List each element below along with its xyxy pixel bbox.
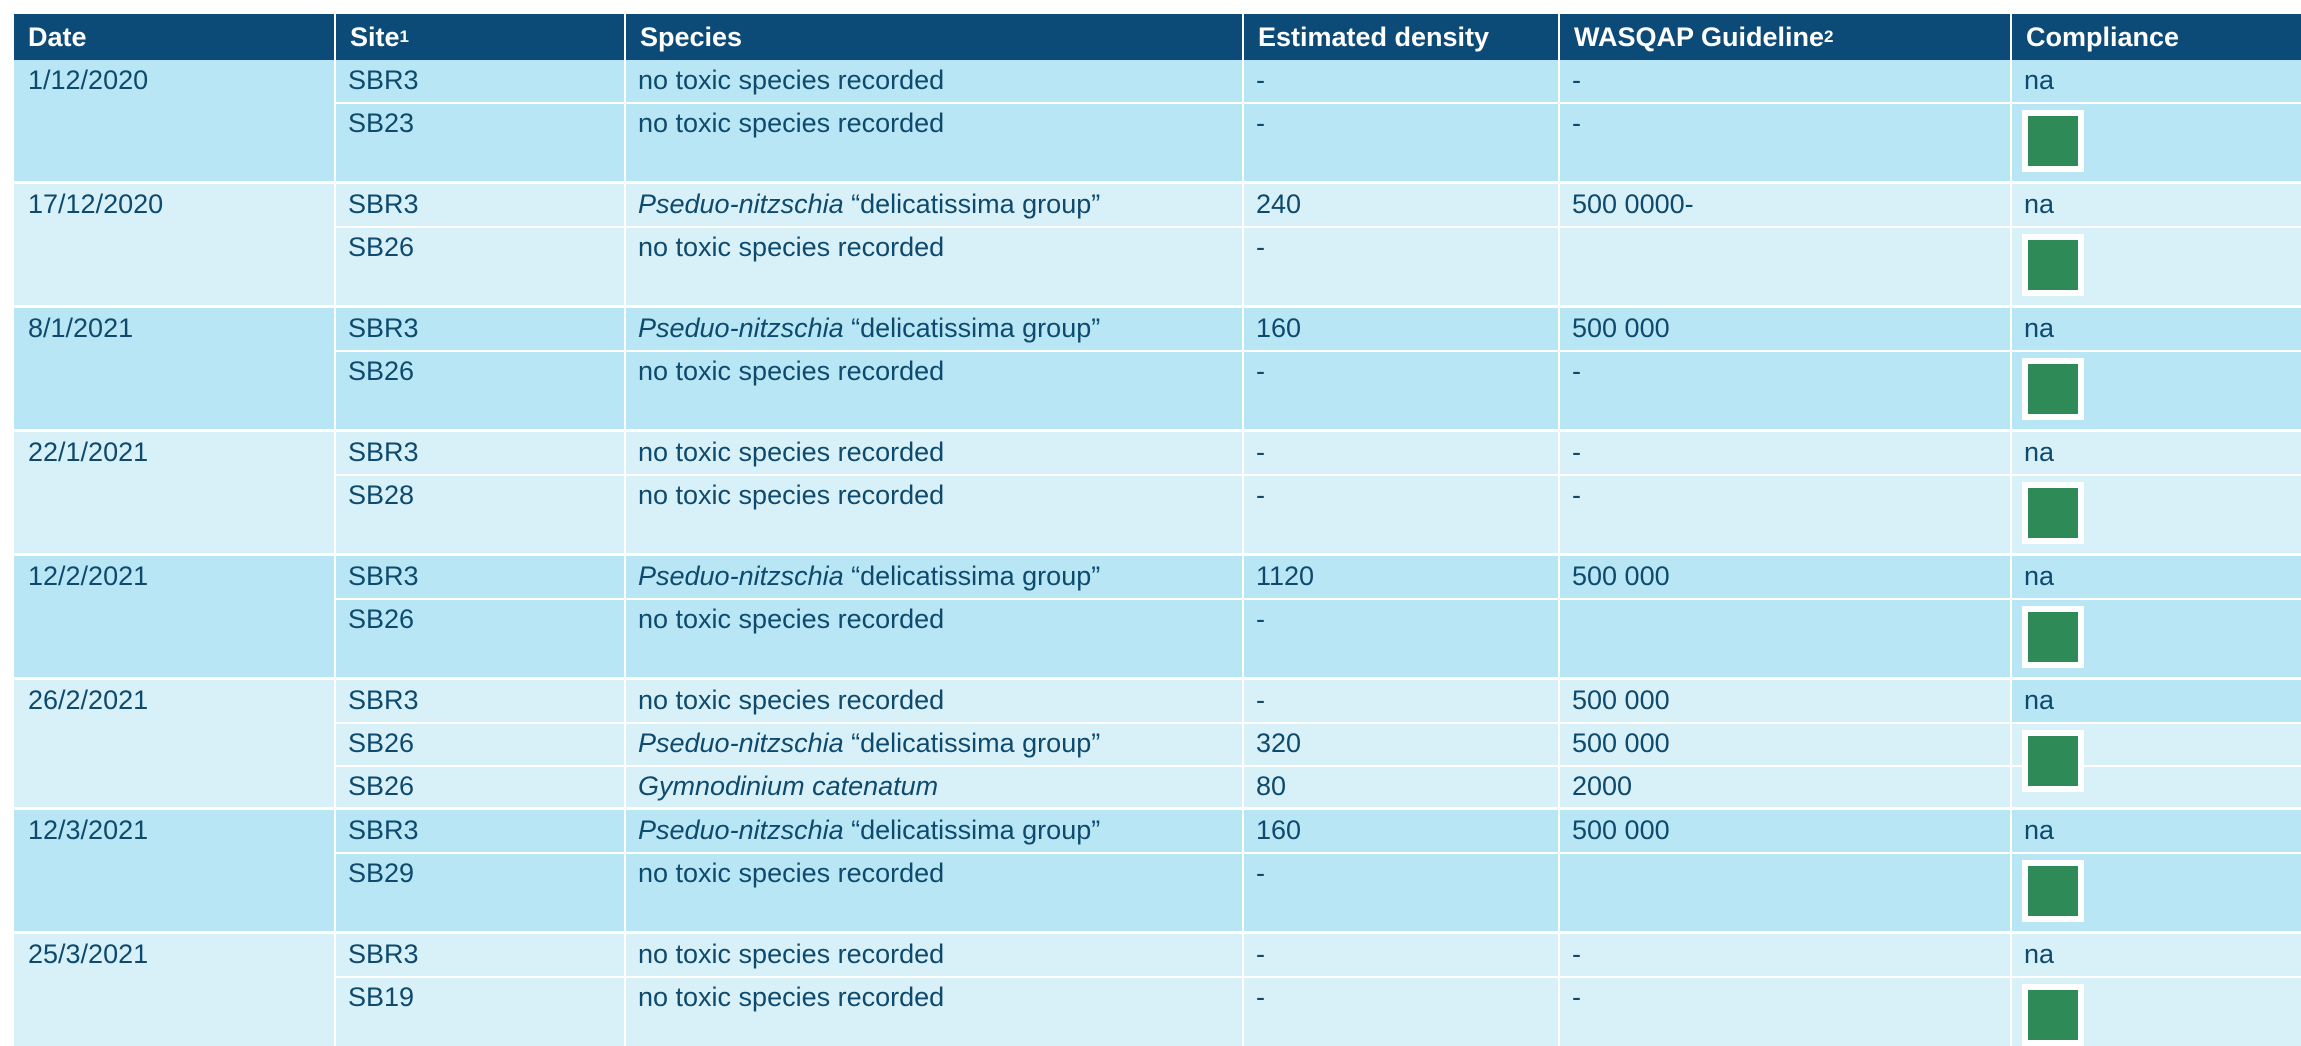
density-cell: - [1256,480,1265,510]
column-divider [624,810,626,931]
species-italic-name: Pseduo-nitzschia [638,561,844,591]
row-divider [334,976,2301,978]
column-divider [1558,184,1560,305]
compliant-square-fill [2028,116,2078,166]
guideline-cell: 500 000 [1572,561,1670,591]
column-divider [1242,934,1244,1046]
row-divider [334,852,2301,854]
column-divider [1242,680,1244,807]
density-cell: 160 [1256,815,1302,845]
guideline-cell: 500 000 [1572,313,1670,343]
header-date [14,14,334,60]
column-divider [624,184,626,305]
guideline-cell: - [1572,108,1581,138]
compliant-square-icon [2022,234,2084,296]
guideline-cell: - [1572,982,1581,1012]
site-cell: SB23 [348,108,415,138]
density-cell: - [1256,858,1265,888]
compliant-square-icon [2022,606,2084,668]
column-divider [1242,184,1244,305]
column-divider [2010,680,2012,807]
column-divider [334,556,336,677]
species-cell [638,432,944,472]
species-text: “delicatissima group” [843,313,1101,343]
column-divider [624,934,626,1046]
species-cell [638,934,944,974]
species-italic-name: Gymnodinium catenatum [638,771,939,801]
column-divider [334,184,336,305]
column-divider [1558,810,1560,931]
species-cell [638,184,1100,224]
density-cell: - [1256,939,1265,969]
site-cell: SB26 [348,232,415,262]
column-divider [624,556,626,677]
species-text: no toxic species recorded [638,939,945,969]
row-divider [334,474,2301,476]
species-text: no toxic species recorded [638,232,945,262]
density-cell: - [1256,437,1265,467]
phytoplankton-table [14,14,2301,1046]
compliant-square-icon [2022,730,2084,792]
date-cell: 12/2/2021 [28,561,149,591]
column-divider [1558,60,1560,181]
column-divider [2010,810,2012,931]
density-cell: - [1256,982,1265,1012]
column-divider [1242,556,1244,677]
density-cell: - [1256,65,1265,95]
header-species [624,14,1242,60]
header-density [1242,14,1558,60]
species-cell [638,766,938,806]
density-cell: 160 [1256,313,1302,343]
column-divider [624,60,626,181]
site-cell: SBR3 [348,189,419,219]
row-group [14,556,2301,680]
species-text: no toxic species recorded [638,356,945,386]
species-text: “delicatissima group” [843,189,1101,219]
row-group [14,308,2301,432]
guideline-cell: - [1572,480,1581,510]
site-cell: SB26 [348,728,415,758]
compliant-square-icon [2022,358,2084,420]
species-italic-name: Pseduo-nitzschia [638,728,844,758]
species-italic-name: Pseduo-nitzschia [638,189,844,219]
compliance-na: na [2024,815,2055,845]
column-divider [1558,934,1560,1046]
guideline-cell: - [1572,437,1581,467]
site-cell: SBR3 [348,65,419,95]
table-header [14,14,2301,60]
species-text: no toxic species recorded [638,604,945,634]
date-cell: 1/12/2020 [28,65,149,95]
header-site-footnote: 1 [399,27,409,46]
header-species-label: Species [640,22,743,52]
species-cell [638,556,1100,596]
column-divider [2010,432,2012,553]
column-divider [624,432,626,553]
column-divider [2010,60,2012,181]
species-cell [638,60,944,100]
column-divider [1558,432,1560,553]
compliant-square-icon [2022,984,2084,1046]
header-site-label: Site [350,22,400,52]
column-divider [1242,60,1244,181]
row-divider [334,226,2301,228]
column-divider [1558,680,1560,807]
column-divider [334,308,336,429]
density-cell: 80 [1256,771,1287,801]
species-cell [638,103,944,143]
site-cell: SB28 [348,480,415,510]
density-cell: - [1256,356,1265,386]
row-group [14,432,2301,556]
header-density-label: Estimated density [1258,22,1490,52]
row-group [14,934,2301,1046]
site-cell: SBR3 [348,685,419,715]
row-group [14,60,2301,184]
species-text: “delicatissima group” [843,728,1101,758]
compliance-na: na [2024,939,2055,969]
column-divider [334,934,336,1046]
compliant-square-fill [2028,612,2078,662]
header-compliance [2010,14,2301,60]
column-divider [624,680,626,807]
header-site [334,14,624,60]
compliance-na: na [2024,189,2055,219]
column-divider [1558,556,1560,677]
column-divider [624,308,626,429]
column-divider [2010,934,2012,1046]
site-cell: SB26 [348,356,415,386]
compliant-square-fill [2028,488,2078,538]
row-group [14,680,2301,810]
row-divider [334,102,2301,104]
date-cell: 25/3/2021 [28,939,149,969]
compliance-na: na [2024,685,2055,715]
row-group [14,184,2301,308]
species-cell [638,308,1100,348]
row-divider [334,598,2301,600]
guideline-cell: - [1572,939,1581,969]
guideline-cell: 500 000 [1572,728,1670,758]
species-text: no toxic species recorded [638,437,945,467]
guideline-cell: 2000 [1572,771,1633,801]
species-text: no toxic species recorded [638,108,945,138]
species-cell [638,977,944,1017]
date-cell: 12/3/2021 [28,815,149,845]
column-divider [2010,184,2012,305]
column-divider [334,810,336,931]
column-divider [334,432,336,553]
compliant-square-fill [2028,990,2078,1040]
column-divider [334,60,336,181]
species-cell [638,227,944,267]
density-cell: - [1256,685,1265,715]
row-divider [334,350,2301,352]
header-date-label: Date [28,22,87,52]
site-cell: SBR3 [348,561,419,591]
compliant-square-icon [2022,860,2084,922]
compliance-na: na [2024,561,2055,591]
species-cell [638,475,944,515]
header-guideline-label: WASQAP Guideline [1574,22,1825,52]
density-cell: - [1256,108,1265,138]
site-cell: SBR3 [348,437,419,467]
column-divider [1242,308,1244,429]
header-guideline-footnote: 2 [1824,27,1834,46]
species-cell [638,853,944,893]
column-divider [1558,308,1560,429]
compliance-na: na [2024,65,2055,95]
density-cell: - [1256,232,1265,262]
species-text: “delicatissima group” [843,815,1101,845]
date-cell: 26/2/2021 [28,685,149,715]
header-compliance-label: Compliance [2026,22,2180,52]
density-cell: 240 [1256,189,1302,219]
compliant-square-fill [2028,866,2078,916]
species-cell [638,599,944,639]
column-divider [2010,556,2012,677]
date-cell: 8/1/2021 [28,313,134,343]
site-cell: SBR3 [348,939,419,969]
site-cell: SB29 [348,858,415,888]
column-divider [334,680,336,807]
species-cell [638,723,1100,763]
site-cell: SBR3 [348,313,419,343]
compliant-square-icon [2022,482,2084,544]
site-cell: SBR3 [348,815,419,845]
column-divider [2010,308,2012,429]
species-text: no toxic species recorded [638,480,945,510]
date-cell: 17/12/2020 [28,189,164,219]
guideline-cell: 500 000 [1572,685,1670,715]
species-text: no toxic species recorded [638,685,945,715]
compliant-square-icon [2022,110,2084,172]
guideline-cell: - [1572,65,1581,95]
species-cell [638,810,1100,850]
density-cell: 1120 [1256,561,1315,591]
site-cell: SB26 [348,604,415,634]
site-cell: SB19 [348,982,415,1012]
species-text: no toxic species recorded [638,982,945,1012]
species-cell [638,351,944,391]
header-guideline [1558,14,2010,60]
column-divider [1242,432,1244,553]
row-divider [334,765,2301,767]
compliance-na: na [2024,313,2055,343]
density-cell: - [1256,604,1265,634]
guideline-cell: 500 0000- [1572,189,1694,219]
species-italic-name: Pseduo-nitzschia [638,313,844,343]
species-text: no toxic species recorded [638,858,945,888]
compliant-square-fill [2028,736,2078,786]
date-cell: 22/1/2021 [28,437,149,467]
guideline-cell: - [1572,356,1581,386]
compliance-na: na [2024,437,2055,467]
column-divider [1242,810,1244,931]
row-group [14,810,2301,934]
species-italic-name: Pseduo-nitzschia [638,815,844,845]
species-cell [638,680,944,720]
row-divider [334,722,2301,724]
species-text: “delicatissima group” [843,561,1101,591]
guideline-cell: 500 000 [1572,815,1670,845]
compliant-square-fill [2028,240,2078,290]
species-text: no toxic species recorded [638,65,945,95]
site-cell: SB26 [348,771,415,801]
density-cell: 320 [1256,728,1302,758]
compliant-square-fill [2028,364,2078,414]
